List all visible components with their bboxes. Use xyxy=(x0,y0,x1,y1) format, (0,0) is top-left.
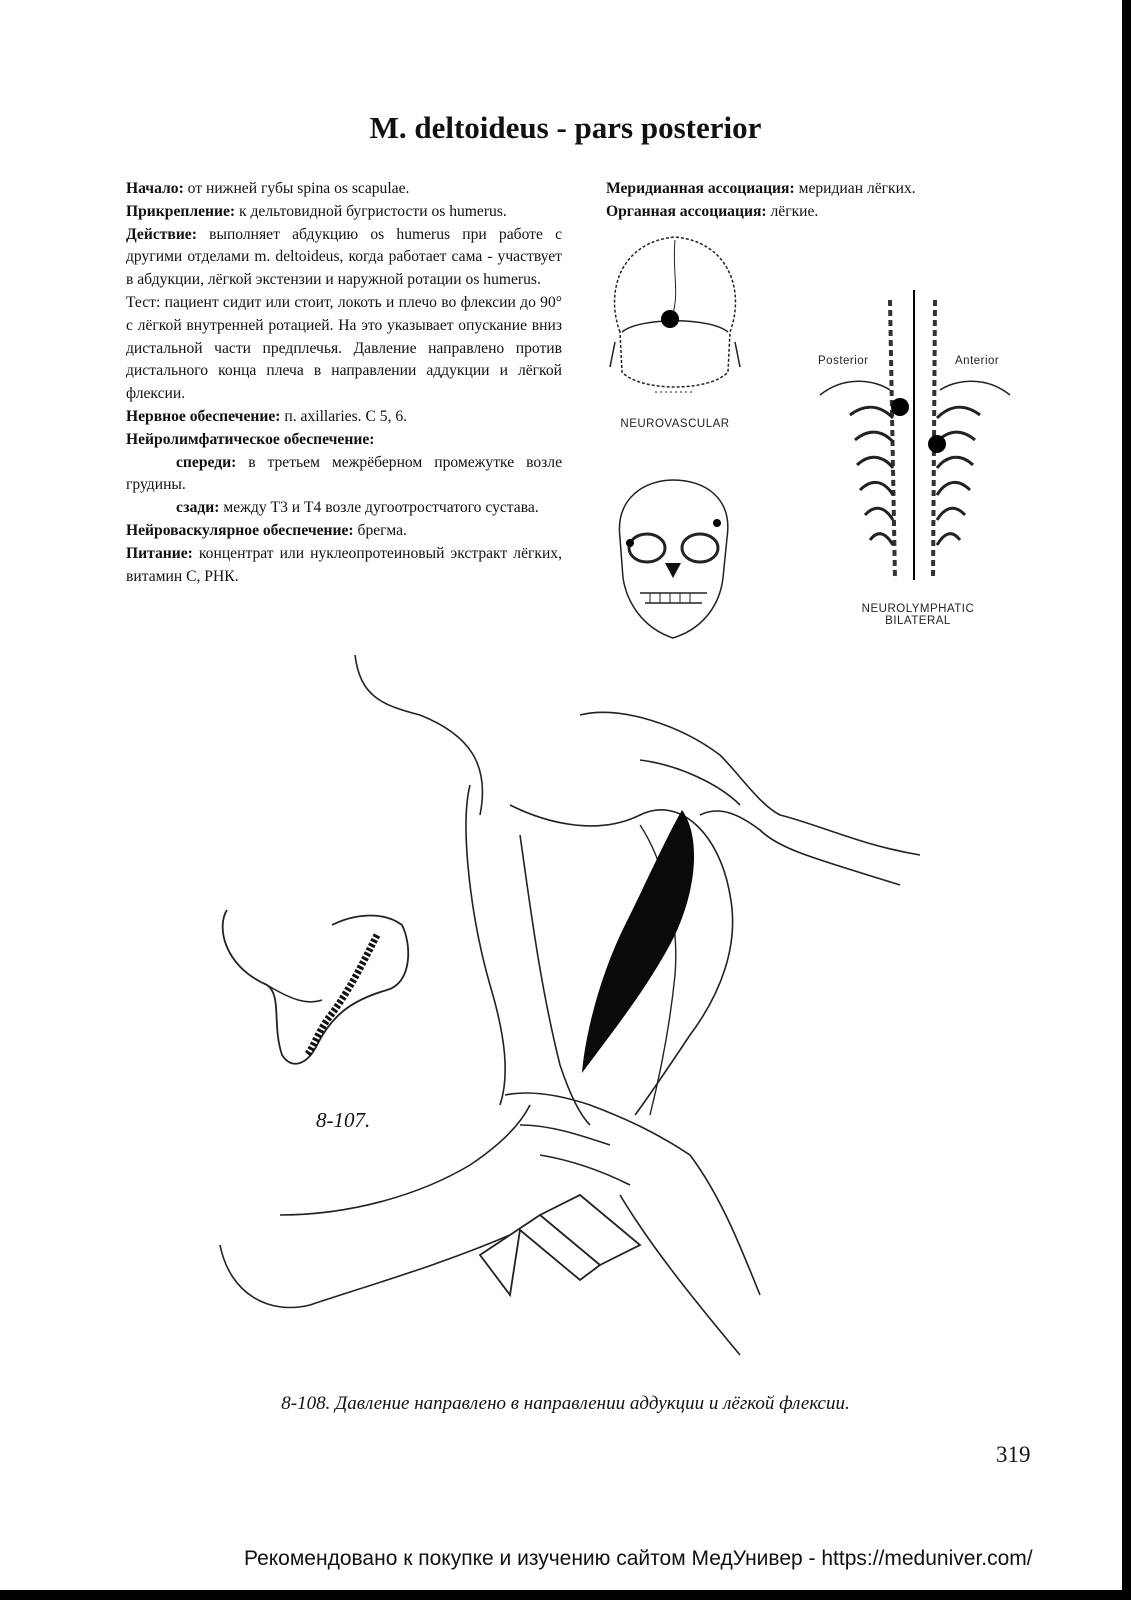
anterior-point xyxy=(928,435,946,453)
neurolymphatic-label: NEUROLYMPHATIC BILATERAL xyxy=(861,603,975,627)
organ-text: лёгкие. xyxy=(766,202,819,220)
insertion-paragraph xyxy=(126,201,562,224)
bottom-border xyxy=(0,1590,1131,1600)
figure-107-label: 8-107. xyxy=(316,1108,371,1132)
neurovascular-label: Нейроваскулярное обеспечение: xyxy=(126,521,354,539)
neurovascular-label: NEUROVASCULAR xyxy=(620,418,730,430)
bregma-point xyxy=(661,310,679,328)
action-text: выполняет абдукцию os humerus при работе с другими отделами m. deltoideus, когда работает сама - участвует в абдукции, лёгкой экстензии и наружной ротации os humerus. xyxy=(126,225,562,289)
meridian-label: Меридианная ассоциация: xyxy=(606,180,795,197)
neurolymphatic-heading: Нейролимфатическое обеспечение: xyxy=(126,430,375,448)
origin-label: Начало: xyxy=(126,180,184,197)
insertion-label: Прикрепление: xyxy=(126,202,236,220)
spine-ribcage-illustration xyxy=(815,290,1015,590)
muscle-description xyxy=(126,178,562,588)
figure-108-caption: 8-108. Давление направлено в направлении аддукции и лёгкой флексии. xyxy=(281,1393,850,1414)
meridian-paragraph xyxy=(606,178,1006,201)
neurolymphatic-back xyxy=(126,497,562,520)
skull-top-illustration xyxy=(600,232,750,407)
origin-paragraph xyxy=(126,178,562,201)
back-label: сзади: xyxy=(176,499,220,517)
associations xyxy=(606,178,1006,224)
nutrition-paragraph xyxy=(126,543,562,589)
skull-front-illustration xyxy=(605,478,740,648)
action-paragraph xyxy=(126,224,562,292)
insertion-text: к дельтовидной бугристости os humerus. xyxy=(235,202,507,220)
page-number: 319 xyxy=(996,1442,1031,1467)
organ-paragraph xyxy=(606,201,1006,224)
nutrition-text: концентрат или нуклеопротеиновый экстракт лёгких, витамин С, РНК. xyxy=(126,544,562,585)
nutrition-label: Питание: xyxy=(126,544,193,562)
test-paragraph: Тест: пациент сидит или стоит, локоть и плечо во флексии до 90° с лёгкой внутренней ротацией. На это указывает опускание вниз дистальной части предплечья. Давление направлено против дистального конца плеча в направлении аддукции и лёгкой флексии. xyxy=(126,293,562,403)
organ-label: Органная ассоциация: xyxy=(606,202,767,220)
muscle-test-illustration xyxy=(220,655,980,1375)
meridian-text: меридиан лёгких. xyxy=(794,180,916,197)
neurovascular-paragraph xyxy=(126,520,562,543)
nerve-label: Нервное обеспечение: xyxy=(126,407,281,425)
back-text: между Т3 и Т4 возле дугоотростчатого сустава. xyxy=(219,499,539,517)
page-title: M. deltoideus - pars posterior xyxy=(369,110,762,145)
nerve-paragraph xyxy=(126,406,562,429)
neurovascular-text: брегма. xyxy=(353,521,407,539)
right-border xyxy=(1122,0,1131,1600)
nerve-text: п. axillaries. С 5, 6. xyxy=(280,407,408,425)
origin-text: от нижней губы spina os scapulae. xyxy=(183,180,410,197)
neurolymphatic-front xyxy=(126,452,562,498)
front-label: спереди: xyxy=(176,453,237,471)
posterior-point xyxy=(891,398,909,416)
footer-recommendation: Рекомендовано к покупке и изучению сайтом МедУнивер - https://meduniver.com/ xyxy=(244,1547,1033,1570)
front-text: в третьем межрёберном промежутке возле грудины. xyxy=(126,453,562,494)
posterior-label: Posterior xyxy=(818,355,869,367)
anterior-label: Anterior xyxy=(955,355,1000,367)
action-label: Действие: xyxy=(126,225,197,243)
